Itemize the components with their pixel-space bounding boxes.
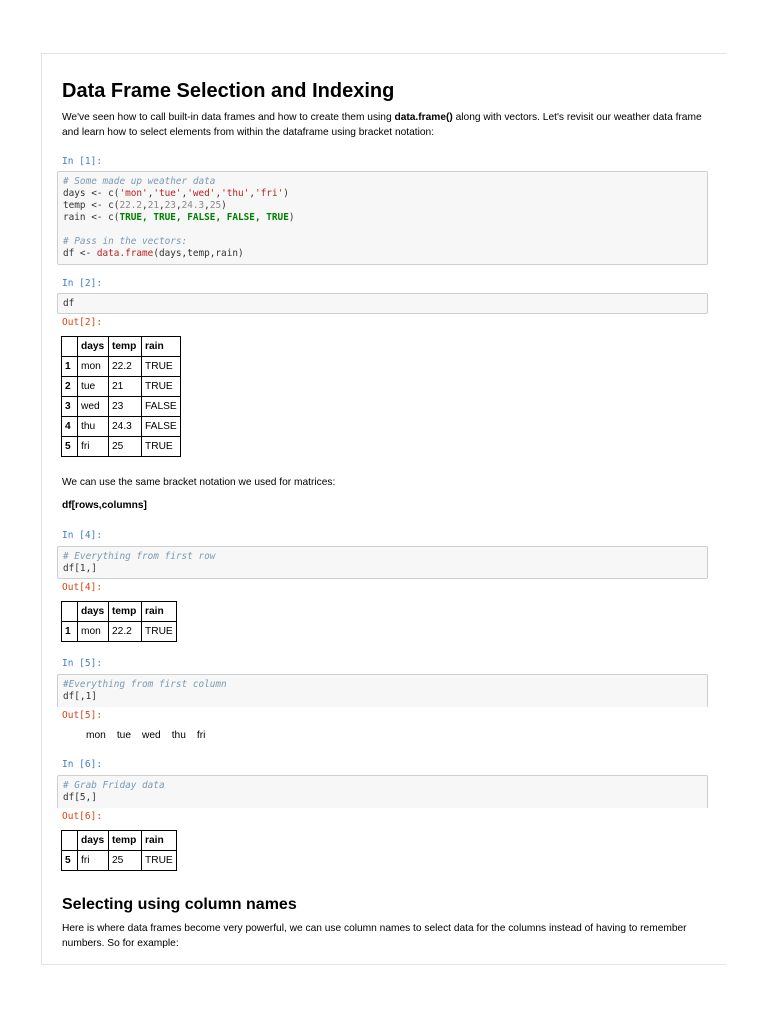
table-header-row (62, 602, 177, 622)
index-header (62, 602, 78, 622)
vector-value: wed (142, 730, 161, 741)
table-row: 4 thu 24.3 FALSE (62, 417, 181, 437)
page-title: Data Frame Selection and Indexing (62, 80, 395, 102)
dataframe-table-row1 (61, 601, 177, 642)
column-header: rain (142, 831, 177, 851)
input-prompt-2: In [2]: (62, 278, 103, 289)
table-row: 3 wed 23 FALSE (62, 397, 181, 417)
table-row: 5 fri 25 TRUE (62, 851, 177, 871)
output-prompt-2: Out[2]: (62, 317, 103, 328)
vector-value: mon (86, 730, 106, 741)
table-row: 2 tue 21 TRUE (62, 377, 181, 397)
table-header-row (62, 337, 181, 357)
table-header-row (62, 831, 177, 851)
code-cell-5[interactable]: #Everything from first column df[,1] (57, 674, 708, 707)
output-prompt-6: Out[6]: (62, 811, 103, 822)
data-frame-func: data.frame() (394, 112, 453, 123)
column-header: temp (109, 602, 142, 622)
code-cell-4[interactable]: # Everything from first row df[1,] (57, 546, 708, 579)
index-header (62, 337, 78, 357)
code-cell-1[interactable]: # Some made up weather data days <- c('mon','tue','wed','thu','fri') temp <- c(22.2,21,23,24.3,25) rain <- c(TRUE, TRUE, FALSE, FALSE, TRUE) # Pass in the vectors: df <- data.frame(days,temp,rain) (57, 171, 708, 265)
bracket-syntax: df[rows,columns] (62, 500, 147, 511)
input-prompt-1: In [1]: (62, 156, 103, 167)
output-prompt-5: Out[5]: (62, 710, 103, 721)
input-prompt-5: In [5]: (62, 658, 103, 669)
dataframe-table-row5 (61, 830, 177, 871)
vector-value: tue (116, 730, 131, 741)
column-header: days (78, 337, 109, 357)
code-cell-6[interactable]: # Grab Friday data df[5,] (57, 775, 708, 808)
table-row: 5 fri 25 TRUE (62, 437, 181, 457)
index-header (62, 831, 78, 851)
column-header: rain (142, 602, 177, 622)
section-paragraph: Here is where data frames become very powerful, we can use column names to select data for the columns instead of having to remember numbers. So for example: (62, 923, 687, 949)
column-header: days (78, 831, 109, 851)
column-header: days (78, 602, 109, 622)
column-header: temp (109, 337, 142, 357)
bracket-notation-text: We can use the same bracket notation we used for matrices: (62, 477, 336, 488)
code-cell-2[interactable]: df (57, 293, 708, 314)
column-header: rain (142, 337, 181, 357)
column-header: temp (109, 831, 142, 851)
input-prompt-6: In [6]: (62, 759, 103, 770)
vector-value: fri (196, 730, 206, 741)
output-prompt-4: Out[4]: (62, 582, 103, 593)
section-heading: Selecting using column names (62, 896, 297, 913)
dataframe-table-full (61, 336, 181, 457)
table-row: 1 mon 22.2 TRUE (62, 357, 181, 377)
table-row: 1 mon 22.2 TRUE (62, 622, 177, 642)
input-prompt-4: In [4]: (62, 530, 103, 541)
intro-paragraph: We've seen how to call built-in data frames and how to create them using data.frame() along with vectors. Let's revisit our weather data frame and learn how to select elements from within the dataframe using bracket notation: (62, 112, 702, 138)
vector-output (86, 730, 216, 741)
vector-value: thu (171, 730, 186, 741)
